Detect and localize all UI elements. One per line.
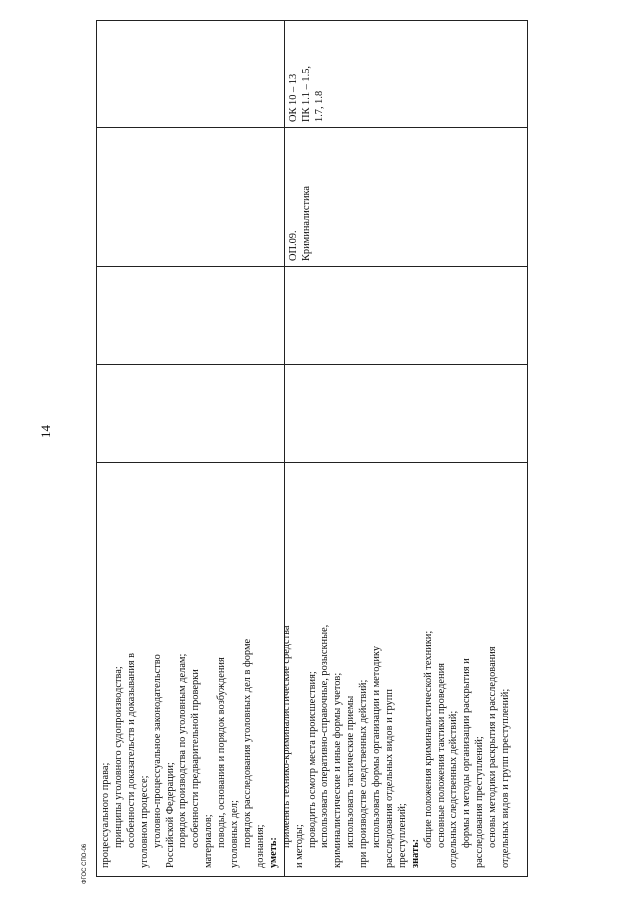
competency-line: ПК 1.1 – 1.5, (300, 66, 312, 122)
content-line: дознания; (254, 824, 266, 868)
content-line: использовать оперативно-справочные, розыскные, (319, 624, 331, 848)
competencies-cell (288, 27, 327, 122)
table-row-divider-1 (96, 127, 527, 128)
table-row-divider-3 (96, 364, 527, 365)
content-line: отдельных следственных действий; (448, 710, 460, 868)
content-line: принципы уголовного судопроизводства; (112, 666, 124, 848)
content-line: основные положения тактики проведения (435, 663, 447, 848)
discipline-cell (288, 131, 314, 261)
content-line: расследования преступлений; (474, 736, 486, 868)
discipline-code: ОП.09. (288, 230, 299, 261)
table-border-left (96, 20, 97, 877)
table-border-right (527, 20, 528, 877)
content-line: расследования отдельных видов и групп (383, 689, 395, 868)
footer-standard-code: ФГОС СПО-06 (82, 843, 88, 884)
content-cell (100, 468, 513, 868)
competency-line: 1.7, 1.8 (313, 90, 325, 122)
section-heading: знать: (409, 838, 421, 868)
content-line: особенности доказательств и доказывания в (125, 652, 137, 848)
content-line: порядок производства по уголовным делам; (177, 653, 189, 848)
content-line: применять технико-криминалистические средства (280, 625, 292, 848)
content-line: использовать формы организации и методику (371, 645, 383, 848)
content-line: криминалистические и иные формы учетов; (332, 672, 344, 868)
content-line: и методы; (293, 824, 305, 868)
content-line: использовать тактические приемы (345, 695, 357, 848)
content-line: материалов; (203, 814, 215, 868)
content-line: Российской Федерации; (164, 762, 176, 868)
content-line: преступлений; (396, 803, 408, 868)
table-border-top (96, 20, 527, 21)
discipline-title: Криминалистика (300, 185, 312, 261)
content-line: формы и методы организации раскрытия и (461, 658, 473, 848)
content-line: уголовных дел; (229, 800, 241, 868)
content-line: общие положения криминалистической техники; (422, 630, 434, 848)
content-line: порядок расследования уголовных дел в форме (241, 638, 253, 848)
competency-line: ОК 10 – 13 (288, 73, 299, 122)
content-line: при производстве следственных действий; (358, 679, 370, 868)
table-border-bottom (96, 876, 527, 877)
content-line: процессуального права; (100, 762, 111, 868)
content-line: отдельных видов и групп преступлений; (500, 688, 512, 868)
table-row-divider-4 (96, 462, 527, 463)
content-line: уголовно-процессуальное законодательство (151, 654, 163, 848)
content-line: особенности предварительной проверки (190, 669, 202, 848)
table-row-divider-2 (96, 266, 527, 267)
section-heading: уметь: (267, 837, 279, 868)
content-line: основы методики раскрытия и расследования (487, 646, 499, 848)
content-line: уголовном процессе; (138, 775, 150, 868)
page-number: 14 (38, 425, 53, 438)
content-line: проводить осмотр места происшествия; (306, 671, 318, 848)
content-line: поводы, основания и порядок возбуждения (216, 657, 228, 848)
